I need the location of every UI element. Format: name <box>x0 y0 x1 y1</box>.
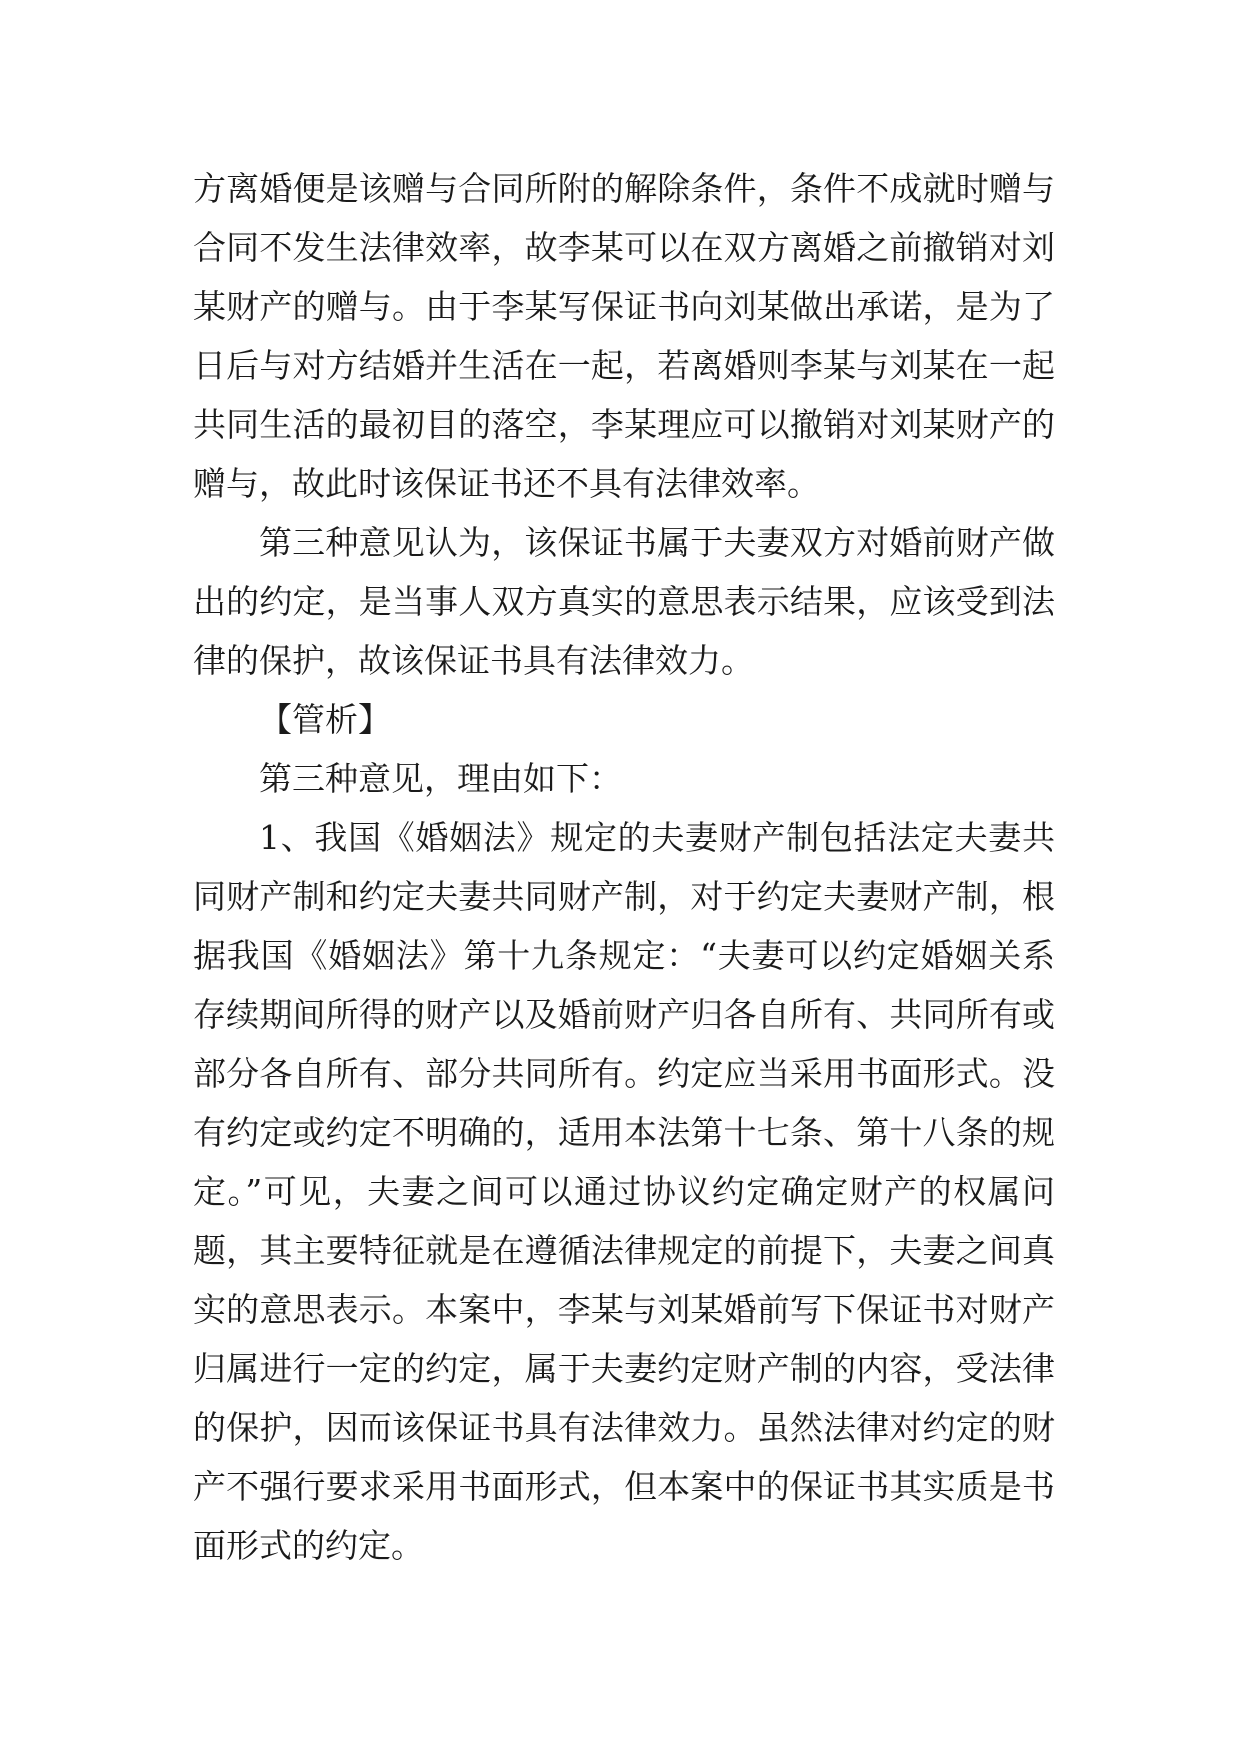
text-line: 出的约定，是当事人双方真实的意思表示结果，应该受到法 <box>193 582 1055 621</box>
text-line: 实的意思表示。本案中，李某与刘某婚前写下保证书对财产 <box>193 1290 1055 1329</box>
text-line: 共同生活的最初目的落空，李某理应可以撤销对刘某财产的 <box>193 405 1055 444</box>
text-line: 赠与，故此时该保证书还不具有法律效率。 <box>193 464 820 503</box>
text-line: 定。”可见，夫妻之间可以通过协议约定确定财产的权属问 <box>193 1172 1055 1211</box>
text-line: 日后与对方结婚并生活在一起，若离婚则李某与刘某在一起 <box>193 346 1055 385</box>
text-line: 某财产的赠与。由于李某写保证书向刘某做出承诺，是为了 <box>193 287 1055 326</box>
text-line: 的保护，因而该保证书具有法律效力。虽然法律对约定的财 <box>193 1408 1055 1447</box>
text-line: 有约定或约定不明确的，适用本法第十七条、第十八条的规 <box>193 1113 1055 1152</box>
text-line: 合同不发生法律效率，故李某可以在双方离婚之前撤销对刘 <box>193 228 1055 267</box>
text-line: 律的保护，故该保证书具有法律效力。 <box>193 641 754 680</box>
text-line: 方离婚便是该赠与合同所附的解除条件，条件不成就时赠与 <box>193 169 1055 208</box>
text-line: 【管析】 <box>259 700 391 739</box>
text-line: 归属进行一定的约定，属于夫妻约定财产制的内容，受法律 <box>193 1349 1055 1388</box>
text-line: 第三种意见，理由如下： <box>259 759 622 798</box>
text-line: 面形式的约定。 <box>193 1526 424 1565</box>
text-line: 题，其主要特征就是在遵循法律规定的前提下，夫妻之间真 <box>193 1231 1055 1270</box>
text-line: 存续期间所得的财产以及婚前财产归各自所有、共同所有或 <box>193 995 1055 1034</box>
text-line: 同财产制和约定夫妻共同财产制，对于约定夫妻财产制，根 <box>193 877 1055 916</box>
document-body <box>193 159 1055 1575</box>
text-line: 产不强行要求采用书面形式，但本案中的保证书其实质是书 <box>193 1467 1055 1506</box>
text-line: 第三种意见认为，该保证书属于夫妻双方对婚前财产做 <box>259 523 1055 562</box>
text-line: 1、我国《婚姻法》规定的夫妻财产制包括法定夫妻共 <box>259 818 1055 857</box>
text-line: 部分各自所有、部分共同所有。约定应当采用书面形式。没 <box>193 1054 1055 1093</box>
text-line: 据我国《婚姻法》第十九条规定：“夫妻可以约定婚姻关系 <box>193 936 1055 975</box>
